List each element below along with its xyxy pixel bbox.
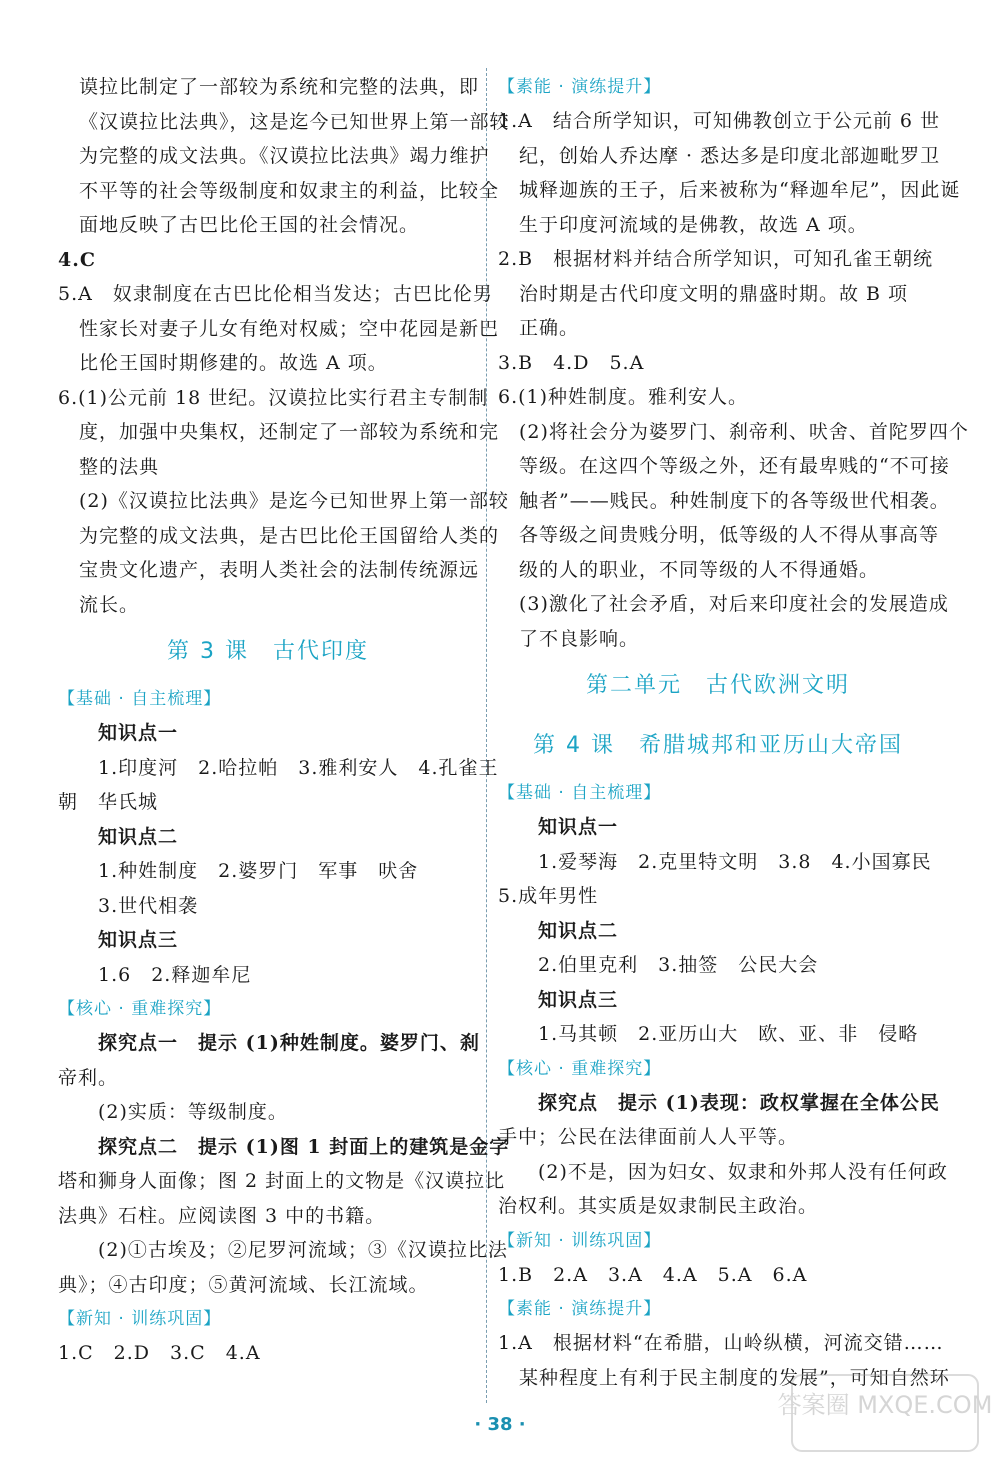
text-line: 性家长对妻子儿女有绝对权威；空中花园是新巴	[79, 317, 500, 340]
text-line: 流长。	[79, 593, 140, 616]
text-line: 探究点一 提示 (1)种姓制度。婆罗门、刹	[98, 1032, 480, 1054]
left-column	[58, 70, 510, 1371]
text-line: 朝 华氏城	[58, 791, 159, 813]
text-line: 6.(1)种姓制度。雅利安人。	[498, 386, 749, 408]
text-line: 知识点二	[538, 919, 619, 942]
section-heading: 【基础 · 自主梳理】	[58, 689, 222, 709]
text-line: 等级。在这四个等级之外，还有最卑贱的“不可接	[519, 455, 950, 477]
text-line: 1.爱琴海 2.克里特文明 3.8 4.小国寡民	[538, 850, 932, 873]
section-heading: 【新知 · 训练巩固】	[58, 1309, 222, 1329]
text-line: 1.6 2.释迦牟尼	[98, 963, 252, 986]
text-line: 1.A 结合所学知识，可知佛教创立于公元前 6 世	[498, 110, 941, 132]
text-line: 治时期是古代印度文明的鼎盛时期。故 B 项	[519, 282, 909, 305]
text-line: 1.C 2.D 3.C 4.A	[58, 1342, 261, 1364]
text-line: 1.种姓制度 2.婆罗门 军事 吠舍	[98, 860, 419, 882]
text-line: 各等级之间贵贱分明，低等级的人不得从事高等	[519, 524, 940, 546]
text-line: 5.成年男性	[498, 885, 599, 907]
text-line: (2)实质：等级制度。	[98, 1101, 288, 1123]
text-line: 了不良影响。	[519, 627, 640, 650]
section-heading: 【核心 · 重难探究】	[58, 999, 222, 1019]
text-line: 帝利。	[58, 1066, 119, 1089]
text-line: 度，加强中央集权，还制定了一部较为系统和完	[79, 421, 500, 443]
lesson-title: 第二单元 古代欧洲文明	[585, 673, 850, 698]
section-heading: 【基础 · 自主梳理】	[498, 783, 662, 803]
text-line: 级的人的职业，不同等级的人不得通婚。	[519, 558, 880, 581]
page-number: · 38 ·	[474, 1414, 526, 1435]
text-line: 1.B 2.A 3.A 4.A 5.A 6.A	[498, 1263, 808, 1286]
text-line: 面地反映了古巴比伦王国的社会情况。	[79, 214, 420, 236]
text-line: 知识点二	[98, 825, 179, 848]
text-line: 纪，创始人乔达摩 · 悉达多是印度北部迦毗罗卫	[519, 144, 941, 167]
section-heading: 【素能 · 演练提升】	[498, 1299, 662, 1319]
text-line: 探究点二 提示 (1)图 1 封面上的建筑是金字	[98, 1135, 510, 1158]
text-line: 3.B 4.D 5.A	[498, 351, 645, 374]
text-line: 《汉谟拉比法典》，这是迄今已知世界上第一部较	[79, 110, 510, 133]
text-line: 为完整的成文法典。《汉谟拉比法典》竭力维护	[79, 145, 490, 167]
text-line: 正确。	[519, 317, 580, 339]
text-line: 知识点三	[538, 988, 619, 1011]
text-line: 6.(1)公元前 18 世纪。汉谟拉比实行君主专制制	[58, 386, 489, 409]
text-line: 知识点一	[98, 722, 179, 744]
text-line: 2.伯里克利 3.抽签 公民大会	[538, 954, 819, 976]
text-line: 宝贵文化遗产，表明人类社会的法制传统源远	[79, 559, 480, 581]
text-line: 知识点一	[538, 816, 619, 838]
lesson-title: 第 3 课 古代印度	[167, 639, 369, 664]
text-line: 4.C	[58, 248, 96, 271]
text-line: 整的法典	[79, 455, 160, 478]
text-line: (2)不是，因为妇女、奴隶和外邦人没有任何政	[538, 1160, 948, 1183]
text-line: 不平等的社会等级制度和奴隶主的利益，比较全	[79, 179, 500, 202]
watermark	[777, 1373, 993, 1453]
text-line: 探究点 提示 (1)表现：政权掌握在全体公民	[538, 1091, 940, 1114]
text-line: 手中；公民在法律面前人人平等。	[498, 1126, 799, 1148]
column-divider	[486, 68, 487, 1403]
section-heading: 【核心 · 重难探究】	[498, 1058, 662, 1079]
text-line: 1.马其顿 2.亚历山大 欧、亚、非 侵略	[538, 1023, 919, 1045]
section-heading: 【素能 · 演练提升】	[498, 77, 662, 97]
text-line: 为完整的成文法典，是古巴比伦王国留给人类的	[79, 524, 500, 547]
text-line: 典》；④古印度；⑤黄河流域、长江流域。	[58, 1273, 429, 1296]
section-heading: 【新知 · 训练巩固】	[498, 1230, 662, 1251]
text-line: 触者”——贱民。种姓制度下的各等级世代相袭。	[519, 489, 950, 512]
text-line: 法典》石柱。应阅读图 3 中的书籍。	[58, 1204, 386, 1227]
text-line: 生于印度河流域的是佛教，故选 A 项。	[519, 213, 868, 236]
text-line: 某种程度上有利于民主制度的发展”，可知自然环	[519, 1366, 950, 1389]
text-line: 2.B 根据材料并结合所学知识，可知孔雀王朝统	[498, 248, 934, 270]
text-line: 1.A 根据材料“在希腊，山岭纵横，河流交错……	[498, 1332, 944, 1354]
watermark-text: 答案圈 MXQE.COM	[777, 1391, 993, 1419]
text-line: (2)①古埃及；②尼罗河流域；③《汉谟拉比法	[98, 1239, 508, 1261]
text-line: (3)激化了社会矛盾，对后来印度社会的发展造成	[519, 593, 949, 615]
text-line: 谟拉比制定了一部较为系统和完整的法典，即	[79, 76, 480, 98]
text-line: (2)《汉谟拉比法典》是迄今已知世界上第一部较	[79, 490, 509, 512]
text-line: 5.A 奴隶制度在古巴比伦相当发达；古巴比伦男	[58, 283, 493, 305]
text-line: 城释迦族的王子，后来被称为“释迦牟尼”，因此诞	[519, 179, 961, 201]
text-line: 知识点三	[98, 929, 179, 951]
text-line: 塔和狮身人面像；图 2 封面上的文物是《汉谟拉比	[58, 1170, 506, 1192]
text-line: 3.世代相袭	[98, 894, 199, 917]
text-line: 1.印度河 2.哈拉帕 3.雅利安人 4.孔雀王	[98, 756, 499, 779]
text-line: 比伦王国时期修建的。故选 A 项。	[79, 352, 388, 374]
text-line: (2)将社会分为婆罗门、刹帝利、吠舍、首陀罗四个	[519, 420, 969, 443]
right-column	[498, 70, 969, 1395]
text-line: 治权利。其实质是奴隶制民主政治。	[498, 1195, 819, 1217]
lesson-title: 第 4 课 希腊城邦和亚历山大帝国	[533, 733, 903, 758]
